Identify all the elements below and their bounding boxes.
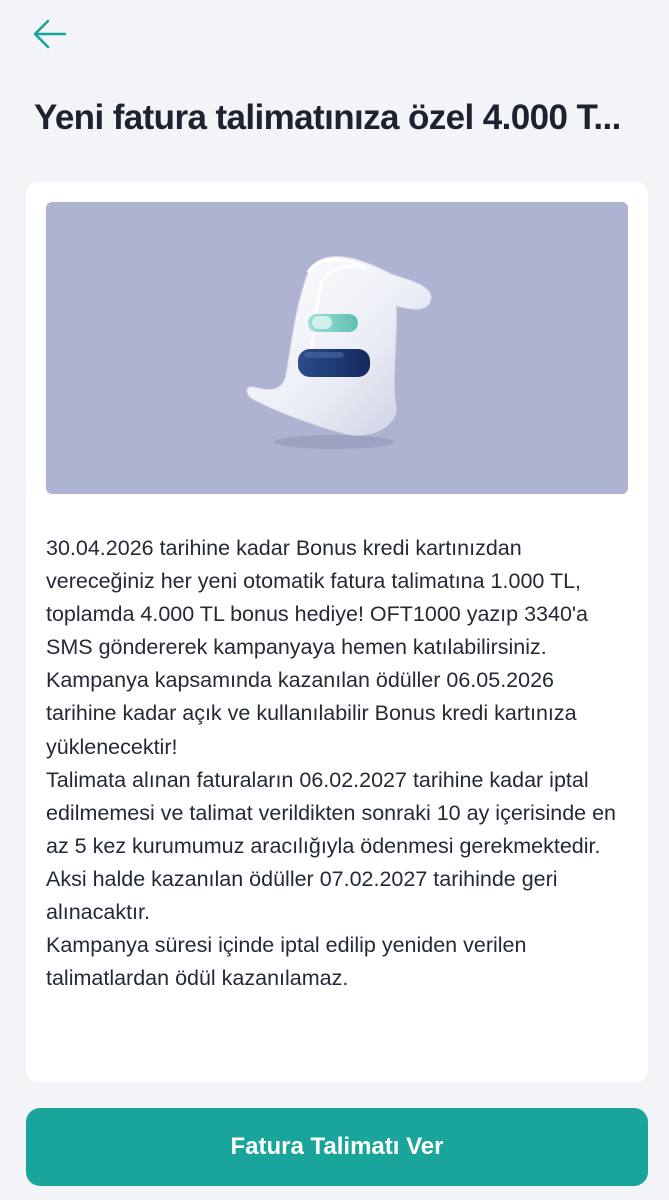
description-paragraph: Kampanya kapsamında kazanılan ödüller 06.05.2026 tarihine kadar açık ve kullanılabilir Bonus kredi kartınıza yüklenecektir! bbox=[46, 668, 577, 759]
arrow-left-icon bbox=[32, 16, 68, 52]
back-button[interactable] bbox=[30, 14, 70, 54]
campaign-description bbox=[46, 532, 628, 995]
description-paragraph: Kampanya süresi içinde iptal edilip yeniden verilen talimatlardan ödül kazanılamaz. bbox=[46, 933, 527, 991]
give-bill-instruction-button[interactable]: Fatura Talimatı Ver bbox=[26, 1108, 648, 1186]
description-paragraph: Talimata alınan faturaların 06.02.2027 tarihine kadar iptal edilmemesi ve talimat verildikten sonraki 10 ay içerisinde en az 5 kez kurumumuz aracılığıyla ödenmesi gerekmektedir. Aksi halde kazanılan ödüller 07.02.2027 tarihinde geri alınacaktır. bbox=[46, 767, 617, 925]
campaign-card bbox=[26, 182, 648, 1082]
document-toggle-illustration bbox=[46, 202, 628, 494]
description-paragraph: 30.04.2026 tarihine kadar Bonus kredi kartınızdan vereceğiniz her yeni otomatik fatura talimatına 1.000 TL, toplamda 4.000 TL bonus hediye! OFT1000 yazıp 3340'a SMS göndererek kampanyaya hemen katılabilirsiniz. bbox=[46, 536, 588, 660]
page-title: Yeni fatura talimatınıza özel 4.000 T... bbox=[34, 98, 621, 137]
hero-image bbox=[46, 202, 628, 494]
